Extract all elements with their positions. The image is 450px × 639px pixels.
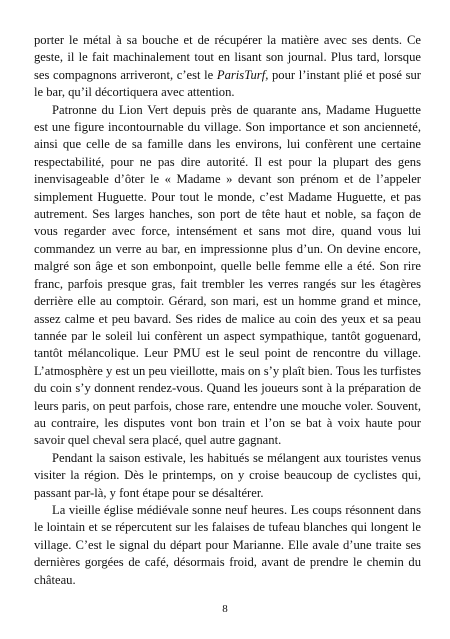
- newspaper-title: ParisTurf: [216, 67, 266, 82]
- page-number: 8: [222, 603, 228, 615]
- paragraph-4: La vieille église médiévale sonne neuf heures. Les coups résonnent dans le lointain et se répercutent sur les falaises de tufeau blanches qui longent le village. C’est le signal du départ pour Marianne. Elle avale d’une traite ses dernières gorgées de café, désormais froid, avant de prendre le chemin du château.: [34, 502, 421, 587]
- paragraph-1-text-before: porter le métal à sa bouche et de récupérer la matière avec ses dents. Ce geste, il le fait machinalement tout en lisant son journal. Plus tard, lorsque ses compagnons arriveront, c’est le: [34, 33, 421, 82]
- paragraph-2: Patronne du Lion Vert depuis près de quarante ans, Madame Huguette est une figure incontournable du village. Son importance et son ancienneté, ainsi que celle de sa famille dans les environs, lui confèrent une certaine respectabilité, pour ne pas dire autorité. Il est pour la plupart des gens inenvisageable d’ôter le « Madame » devant son prénom et de l’appeler simplement Huguette. Pour tout le monde, c’est Madame Huguette, et pas autrement. Ses larges hanches, son port de tête haut et noble, sa façon de vous regarder avec force, intensément et sans mot dire, quand vous lui commandez un verre au bar, en impressionne plus d’un. On devine encore, malgré son âge et son embonpoint, quelle belle femme elle a été. Son rire franc, parfois presque gras, fait trembler les verres rangés sur les étagères derrière elle au comptoir. Gérard, son mari, est un homme grand et mince, assez calme et peu bavard. Ses rides de malice au coin des yeux et sa peau tannée par le soleil lui confèrent un aspect sympathique, tantôt goguenard, tantôt mélancolique. Leur PMU est le seul point de rencontre du village. L’atmosphère y est un peu vieillotte, mais on s’y plaît bien. Tous les turfistes du coin s’y donnent rendez-vous. Quand les joueurs sont à la préparation de leurs paris, on peut parfois, chose rare, entendre une mouche voler. Souvent, au contraire, les disputes vont bon train et l’on se bat à voix haute pour savoir quel cheval sera placé, quel autre gagnant.: [34, 102, 421, 448]
- paragraph-1-text-after: , pour l’instant plié et posé sur le bar, qu’il décortiquera avec attention.: [34, 67, 421, 100]
- paragraph-3: Pendant la saison estivale, les habitués se mélangent aux touristes venus visiter la région. Dès le printemps, on y croise beaucoup de cyclistes qui, passant par-là, y font étape pour se désaltérer.: [34, 450, 421, 500]
- paragraph-1: [34, 32, 421, 102]
- body-text: [34, 32, 421, 589]
